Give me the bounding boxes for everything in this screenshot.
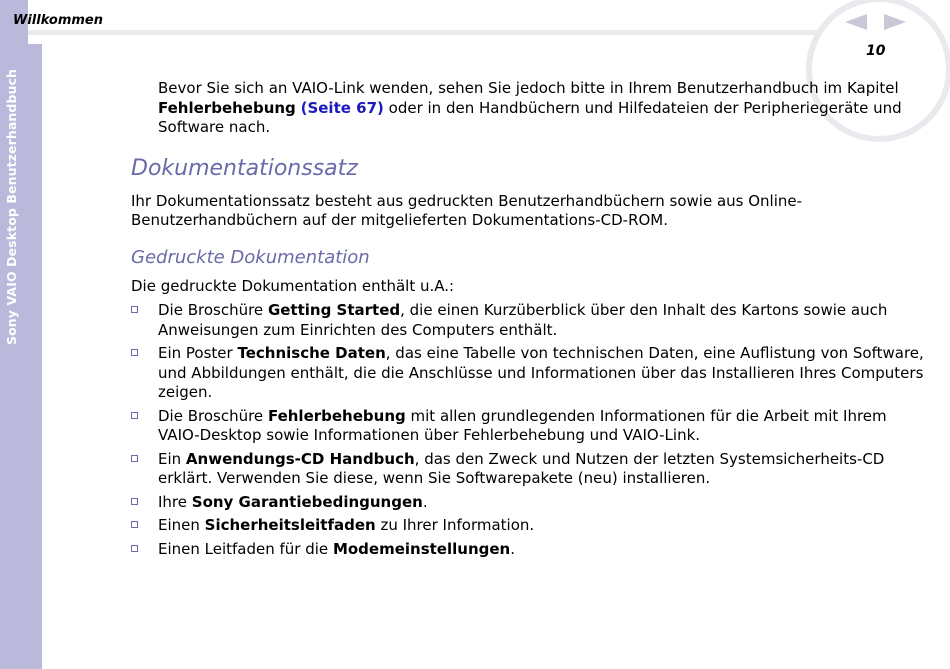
intro-bold: Fehlerbehebung [158, 98, 296, 117]
intro-paragraph [158, 79, 931, 138]
item-text: Ein [158, 449, 186, 468]
item-text: Ihre [158, 492, 192, 511]
documentation-list [131, 301, 931, 559]
item-text: , das eine Tabelle von technischen Daten, eine Auflistung von Software, und Abbildungen enthält, die die Anschlüsse und Informationen über das Installieren Ihres Computers zeigen. [158, 344, 924, 401]
checkbox-bullet-icon [131, 498, 138, 505]
item-text: Einen [158, 516, 205, 534]
item-bold: Sicherheitsleitfaden [204, 516, 376, 534]
item-text: Die Broschüre [158, 406, 268, 425]
list-item [131, 344, 931, 403]
item-bold: Fehlerbehebung [267, 406, 406, 425]
list-item [131, 493, 931, 513]
item-text: zu Ihrer Information. [375, 516, 535, 534]
list-intro: Die gedruckte Dokumentation enthält u.A.: [131, 276, 455, 295]
checkbox-bullet-icon [131, 521, 138, 528]
checkbox-bullet-icon [131, 412, 138, 419]
main-content [131, 79, 931, 563]
intro-text-2: oder in den Handbüchern und Hilfedateien der Peripheriegeräte und Software nach. [158, 98, 902, 136]
section-heading-dokumentationssatz: Dokumentationssatz [131, 155, 358, 181]
next-page-icon[interactable] [884, 14, 906, 30]
item-text: Einen Leitfaden für die [158, 539, 333, 558]
item-text: mit allen grundlegenden Informationen für die Arbeit mit Ihrem VAIO-Desktop sowie Informationen über Fehlerbehebung und VAIO-Link. [158, 406, 887, 444]
checkbox-bullet-icon [131, 306, 138, 313]
sidebar-label: Sony VAIO Desktop Benutzerhandbuch [4, 68, 19, 345]
checkbox-bullet-icon [131, 455, 138, 462]
list-item [131, 450, 931, 489]
item-bold: Sony Garantiebedingungen [191, 492, 423, 511]
item-text: . [422, 492, 428, 511]
checkbox-bullet-icon [131, 349, 138, 356]
item-text: . [510, 539, 515, 558]
item-bold: Modemeinstellungen [332, 539, 511, 558]
section-heading-gedruckte-dokumentation: Gedruckte Dokumentation [131, 246, 370, 268]
list-item [131, 540, 931, 560]
item-text: Ein Poster [158, 344, 238, 362]
list-item [131, 516, 931, 536]
item-text: , das den Zweck und Nutzen der letzten Systemsicherheits-CD erklärt. Verwenden Sie diese, wenn Sie Softwarepakete (neu) installieren. [158, 449, 885, 487]
section-text-dokumentationssatz: Ihr Dokumentationssatz besteht aus gedruckten Benutzerhandbüchern sowie aus Online-Benutzerhandbüchern auf der mitgelieferten Dokumentations-CD-ROM. [131, 191, 803, 229]
item-text: , die einen Kurzüberblick über den Inhalt des Kartons sowie auch Anweisungen zum Einrichten des Computers enthält. [158, 301, 888, 339]
intro-text-1: Bevor Sie sich an VAIO-Link wenden, sehen Sie jedoch bitte in Ihrem Benutzerhandbuch im Kapitel [158, 79, 899, 97]
page-link[interactable]: (Seite 67) [300, 98, 384, 117]
inner-sidebar-bar [28, 44, 42, 669]
list-item [131, 301, 931, 340]
list-item [131, 407, 931, 446]
item-bold: Technische Daten [237, 344, 386, 362]
previous-page-icon[interactable] [845, 14, 867, 30]
header-title: Willkommen [13, 13, 103, 28]
item-bold: Getting Started [267, 301, 401, 319]
item-bold: Anwendungs-CD Handbuch [185, 449, 415, 468]
page-number: 10 [866, 43, 886, 59]
item-text: Die Broschüre [158, 301, 268, 319]
top-rule [28, 30, 818, 35]
checkbox-bullet-icon [131, 545, 138, 552]
